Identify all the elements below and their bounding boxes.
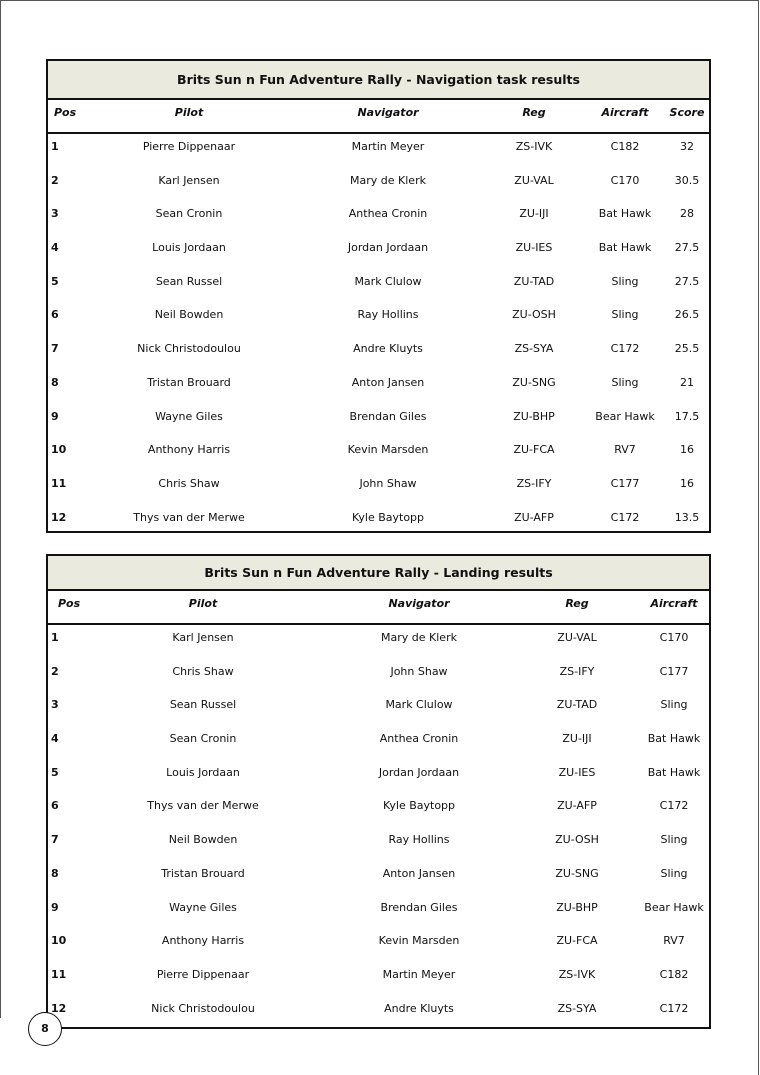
cell-navigator: Mark Clulow (385, 698, 453, 712)
cell-navigator: Kevin Marsden (378, 934, 460, 948)
cell-aircraft: Bat Hawk (598, 241, 652, 255)
cell-pos: 6 (51, 799, 59, 813)
cell-reg: ZU-BHP (556, 900, 598, 914)
cell-pos: 9 (51, 409, 59, 423)
cell-pos: 6 (51, 308, 59, 322)
table-row (48, 760, 709, 794)
table-row (48, 505, 709, 539)
header-navigator: Navigator (357, 106, 419, 119)
table-row (48, 201, 709, 235)
cell-reg: ZS-SYA (514, 342, 554, 356)
cell-pilot: Anthony Harris (161, 934, 245, 948)
navigation-rows (48, 134, 709, 538)
cell-aircraft: C170 (610, 173, 640, 187)
cell-aircraft: C182 (659, 967, 689, 981)
header-score: Score (669, 106, 705, 119)
cell-score: 13.5 (674, 510, 700, 524)
cell-score: 32 (680, 140, 694, 153)
table-row (48, 692, 709, 726)
cell-aircraft: Sling (660, 698, 688, 712)
cell-pilot: Tristan Brouard (161, 866, 245, 880)
cell-pos: 9 (51, 900, 59, 914)
cell-pilot: Sean Cronin (155, 207, 223, 221)
cell-navigator: Anton Jansen (382, 866, 456, 880)
cell-reg: ZS-IFY (516, 476, 552, 490)
cell-reg: ZU-FCA (556, 934, 598, 948)
cell-pilot: Wayne Giles (169, 900, 237, 914)
cell-pilot: Chris Shaw (158, 476, 220, 490)
cell-reg: ZS-IVK (515, 140, 553, 153)
table-row (48, 168, 709, 202)
cell-reg: ZU-VAL (514, 173, 554, 187)
cell-pilot: Anthony Harris (147, 443, 231, 457)
cell-aircraft: C172 (659, 799, 689, 813)
cell-reg: ZU-OSH (555, 833, 599, 847)
table-row (48, 336, 709, 370)
cell-pilot: Sean Russel (155, 274, 223, 288)
cell-navigator: Ray Hollins (357, 308, 419, 322)
cell-pos: 1 (51, 140, 59, 153)
cell-navigator: John Shaw (359, 476, 417, 490)
cell-pilot: Thys van der Merwe (133, 510, 245, 524)
cell-navigator: Andre Kluyts (353, 342, 423, 356)
table-row (48, 404, 709, 438)
cell-pos: 10 (51, 443, 67, 457)
cell-reg: ZU-IES (558, 765, 596, 779)
cell-pos: 11 (51, 967, 67, 981)
table-row (48, 471, 709, 505)
cell-aircraft: Bat Hawk (598, 207, 652, 221)
cell-aircraft: C170 (659, 631, 689, 644)
header-pilot: Pilot (174, 106, 204, 119)
cell-reg: ZS-IFY (559, 664, 595, 678)
cell-pos: 8 (51, 866, 59, 880)
cell-reg: ZU-FCA (513, 443, 555, 457)
cell-reg: ZU-IJI (519, 207, 549, 221)
cell-reg: ZU-BHP (513, 409, 555, 423)
cell-navigator: Jordan Jordaan (347, 241, 429, 255)
cell-pos: 8 (51, 375, 59, 389)
header-pos: Pos (54, 106, 77, 119)
cell-aircraft: Sling (611, 274, 639, 288)
navigation-results-title: Brits Sun n Fun Adventure Rally - Navigation task results (48, 61, 709, 100)
page-border-left (0, 0, 1, 1018)
cell-navigator: Brendan Giles (349, 409, 427, 423)
cell-pilot: Karl Jensen (172, 631, 234, 644)
cell-pilot: Sean Russel (169, 698, 237, 712)
cell-score: 26.5 (674, 308, 700, 322)
cell-navigator: Martin Meyer (382, 967, 456, 981)
cell-pilot: Wayne Giles (155, 409, 223, 423)
cell-score: 27.5 (674, 241, 700, 255)
cell-pos: 2 (51, 664, 59, 678)
cell-pos: 5 (51, 274, 59, 288)
cell-score: 25.5 (674, 342, 700, 356)
cell-score: 17.5 (674, 409, 700, 423)
navigation-results-table (46, 59, 711, 533)
cell-pilot: Pierre Dippenaar (156, 967, 250, 981)
cell-pos: 2 (51, 173, 59, 187)
cell-aircraft: C172 (610, 342, 640, 356)
cell-pilot: Louis Jordaan (166, 765, 240, 779)
landing-rows (48, 625, 709, 1029)
cell-pilot: Sean Cronin (169, 732, 237, 746)
cell-aircraft: Bear Hawk (595, 409, 655, 423)
cell-pilot: Nick Christodoulou (137, 342, 241, 356)
table-row (48, 437, 709, 471)
cell-aircraft: Sling (611, 308, 639, 322)
page-border-top (0, 0, 758, 1)
cell-pos: 10 (51, 934, 67, 948)
table-row (48, 659, 709, 693)
cell-pos: 3 (51, 207, 59, 221)
landing-results-title: Brits Sun n Fun Adventure Rally - Landing results (48, 556, 709, 591)
cell-pilot: Neil Bowden (154, 308, 224, 322)
cell-navigator: Kyle Baytopp (382, 799, 456, 813)
cell-navigator: John Shaw (390, 664, 448, 678)
table-row (48, 625, 709, 659)
cell-pilot: Tristan Brouard (147, 375, 231, 389)
header-aircraft: Aircraft (650, 597, 698, 610)
table-row (48, 895, 709, 929)
cell-navigator: Anton Jansen (351, 375, 425, 389)
page-number: 8 (28, 1012, 62, 1046)
table-row (48, 370, 709, 404)
cell-aircraft: Bat Hawk (647, 732, 701, 746)
cell-pos: 4 (51, 241, 59, 255)
table-row (48, 827, 709, 861)
cell-reg: ZU-AFP (514, 510, 554, 524)
navigation-column-headers (48, 100, 709, 134)
header-pilot: Pilot (188, 597, 218, 610)
cell-pilot: Thys van der Merwe (147, 799, 259, 813)
cell-reg: ZU-IJI (562, 732, 592, 746)
cell-aircraft: RV7 (614, 443, 636, 457)
table-row (48, 726, 709, 760)
header-reg: Reg (565, 597, 589, 610)
cell-pos: 3 (51, 698, 59, 712)
header-aircraft: Aircraft (601, 106, 649, 119)
cell-navigator: Ray Hollins (388, 833, 450, 847)
cell-pos: 12 (51, 510, 67, 524)
cell-navigator: Kyle Baytopp (351, 510, 425, 524)
cell-pos: 5 (51, 765, 59, 779)
cell-navigator: Mark Clulow (354, 274, 422, 288)
cell-aircraft: C182 (610, 140, 640, 153)
cell-navigator: Jordan Jordaan (378, 765, 460, 779)
cell-navigator: Andre Kluyts (384, 1001, 454, 1015)
cell-score: 28 (680, 207, 694, 221)
cell-aircraft: C177 (659, 664, 689, 678)
header-reg: Reg (522, 106, 546, 119)
cell-aircraft: C177 (610, 476, 640, 490)
cell-aircraft: Sling (660, 833, 688, 847)
cell-aircraft: Sling (660, 866, 688, 880)
cell-aircraft: Sling (611, 375, 639, 389)
landing-column-headers (48, 591, 709, 625)
table-row (48, 302, 709, 336)
header-navigator: Navigator (388, 597, 450, 610)
cell-navigator: Mary de Klerk (381, 631, 457, 644)
cell-pos: 12 (51, 1001, 67, 1015)
cell-pos: 7 (51, 833, 59, 847)
cell-score: 30.5 (674, 173, 700, 187)
landing-results-table (46, 554, 711, 1029)
cell-navigator: Mary de Klerk (350, 173, 426, 187)
cell-score: 27.5 (674, 274, 700, 288)
cell-aircraft: RV7 (663, 934, 685, 948)
cell-pos: 4 (51, 732, 59, 746)
table-row (48, 793, 709, 827)
cell-reg: ZU-TAD (513, 274, 555, 288)
table-row (48, 928, 709, 962)
cell-reg: ZU-SNG (512, 375, 556, 389)
cell-pilot: Pierre Dippenaar (142, 140, 236, 153)
table-row (48, 861, 709, 895)
cell-aircraft: C172 (659, 1001, 689, 1015)
cell-navigator: Anthea Cronin (348, 207, 428, 221)
table-row (48, 235, 709, 269)
cell-score: 16 (680, 476, 694, 490)
cell-reg: ZU-VAL (557, 631, 597, 644)
cell-pilot: Karl Jensen (158, 173, 220, 187)
cell-pilot: Nick Christodoulou (151, 1001, 255, 1015)
cell-navigator: Martin Meyer (351, 140, 425, 153)
cell-score: 21 (680, 375, 694, 389)
cell-pos: 11 (51, 476, 67, 490)
page-border-right (758, 0, 759, 1075)
table-row (48, 962, 709, 996)
header-pos: Pos (58, 597, 81, 610)
table-row (48, 269, 709, 303)
cell-aircraft: C172 (610, 510, 640, 524)
cell-reg: ZU-SNG (555, 866, 599, 880)
cell-reg: ZS-SYA (557, 1001, 597, 1015)
cell-pos: 7 (51, 342, 59, 356)
cell-reg: ZU-AFP (557, 799, 597, 813)
cell-reg: ZS-IVK (558, 967, 596, 981)
cell-reg: ZU-TAD (556, 698, 598, 712)
table-row (48, 996, 709, 1030)
cell-pilot: Chris Shaw (172, 664, 234, 678)
cell-navigator: Kevin Marsden (347, 443, 429, 457)
cell-aircraft: Bear Hawk (644, 900, 704, 914)
cell-pilot: Neil Bowden (168, 833, 238, 847)
cell-pilot: Louis Jordaan (152, 241, 226, 255)
cell-pos: 1 (51, 631, 59, 644)
cell-navigator: Brendan Giles (380, 900, 458, 914)
cell-navigator: Anthea Cronin (379, 732, 459, 746)
table-row (48, 134, 709, 168)
cell-reg: ZU-OSH (512, 308, 556, 322)
cell-reg: ZU-IES (515, 241, 553, 255)
cell-aircraft: Bat Hawk (647, 765, 701, 779)
cell-score: 16 (680, 443, 694, 457)
